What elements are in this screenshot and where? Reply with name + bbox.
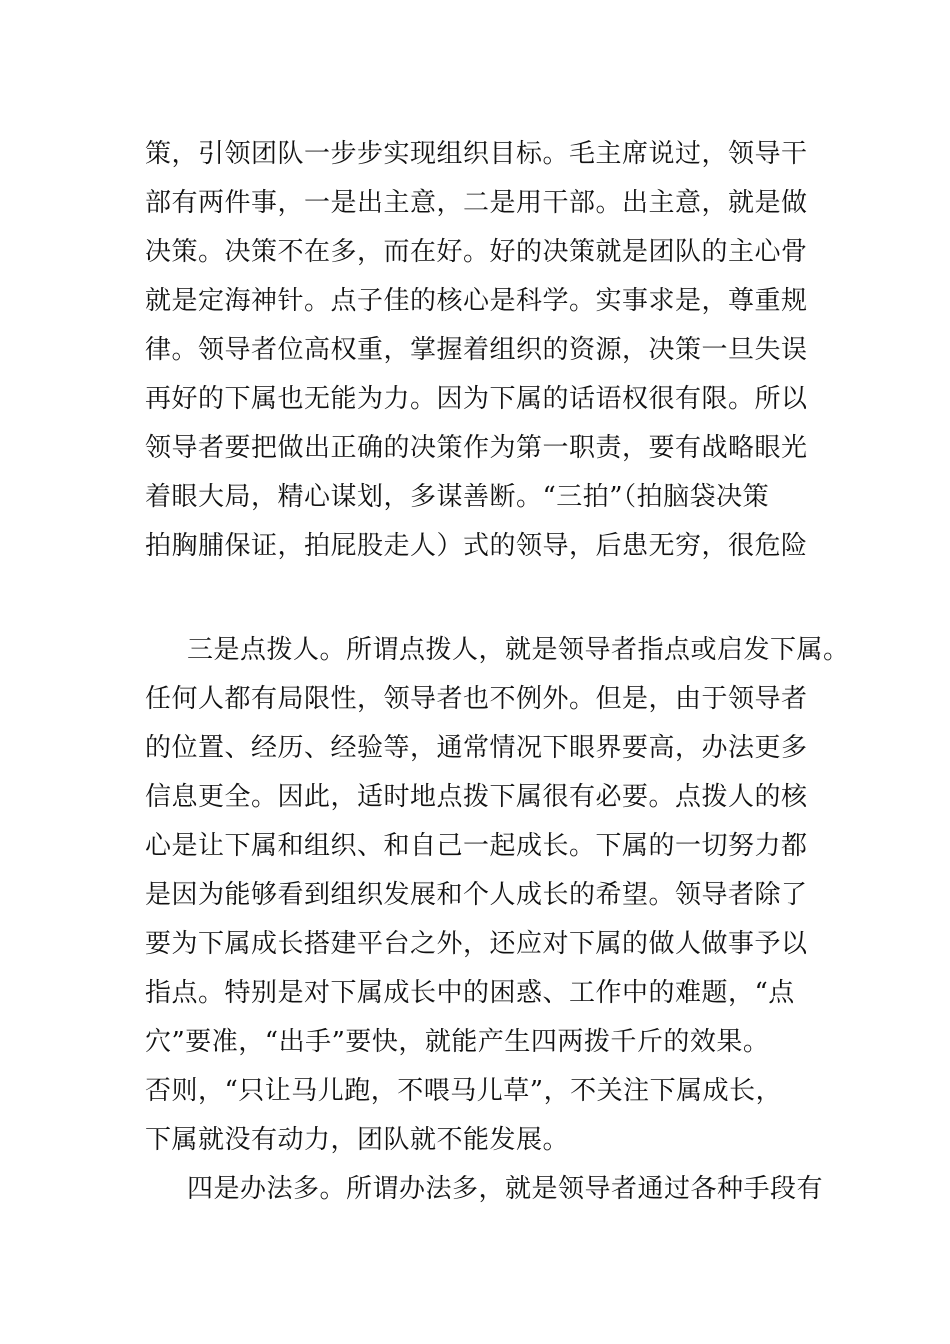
- text-line: 信息更全。因此，适时地点拨下属很有必要。点拨人的核: [145, 782, 808, 812]
- text-line: 策，引领团队一步步实现组织目标。毛主席说过，领导干: [145, 139, 808, 169]
- text-line: 决策。决策不在多，而在好。好的决策就是团队的主心骨: [145, 237, 808, 267]
- text-line: 律。领导者位高权重，掌握着组织的资源，决策一旦失误: [145, 335, 808, 365]
- text-line: 心是让下属和组织、和自己一起成长。下属的一切努力都: [145, 831, 808, 861]
- text-line: 拍胸脯保证，拍屁股走人）式的领导，后患无穷，很危险: [145, 531, 808, 561]
- text-line: 再好的下属也无能为力。因为下属的话语权很有限。所以: [145, 384, 808, 414]
- text-line: 部有两件事，一是出主意，二是用干部。出主意，就是做: [145, 188, 808, 218]
- text-line: 就是定海神针。点子佳的核心是科学。实事求是，尊重规: [145, 286, 808, 316]
- text-line: 任何人都有局限性，领导者也不例外。但是，由于领导者: [145, 684, 808, 714]
- text-line: 着眼大局，精心谋划，多谋善断。“三拍”（拍脑袋决策: [145, 482, 770, 512]
- text-line: 穴”要准，“出手”要快，就能产生四两拨千斤的效果。: [145, 1027, 770, 1057]
- text-line: 要为下属成长搭建平台之外，还应对下属的做人做事予以: [145, 929, 808, 959]
- paragraph-three: [145, 626, 850, 1165]
- text-line: 指点。特别是对下属成长中的困惑、工作中的难题，“点: [145, 978, 795, 1008]
- text-line: 是因为能够看到组织发展和个人成长的希望。领导者除了: [145, 880, 808, 910]
- text-line: 的位置、经历、经验等，通常情况下眼界要高，办法更多: [145, 733, 808, 763]
- paragraph-continuation: [145, 130, 825, 571]
- text-line: 否则，“只让马儿跑，不喂马儿草”，不关注下属成长，: [145, 1076, 783, 1106]
- paragraph-four: [145, 1165, 825, 1214]
- text-line-first: 三是点拨人。所谓点拨人，就是领导者指点或启发下属。: [187, 635, 850, 665]
- paragraph-group: [145, 626, 850, 1214]
- text-line: 下属就没有动力，团队就不能发展。: [145, 1125, 570, 1155]
- text-line-first: 四是办法多。所谓办法多，就是领导者通过各种手段有: [187, 1174, 824, 1204]
- text-line: 领导者要把做出正确的决策作为第一职责，要有战略眼光: [145, 433, 808, 463]
